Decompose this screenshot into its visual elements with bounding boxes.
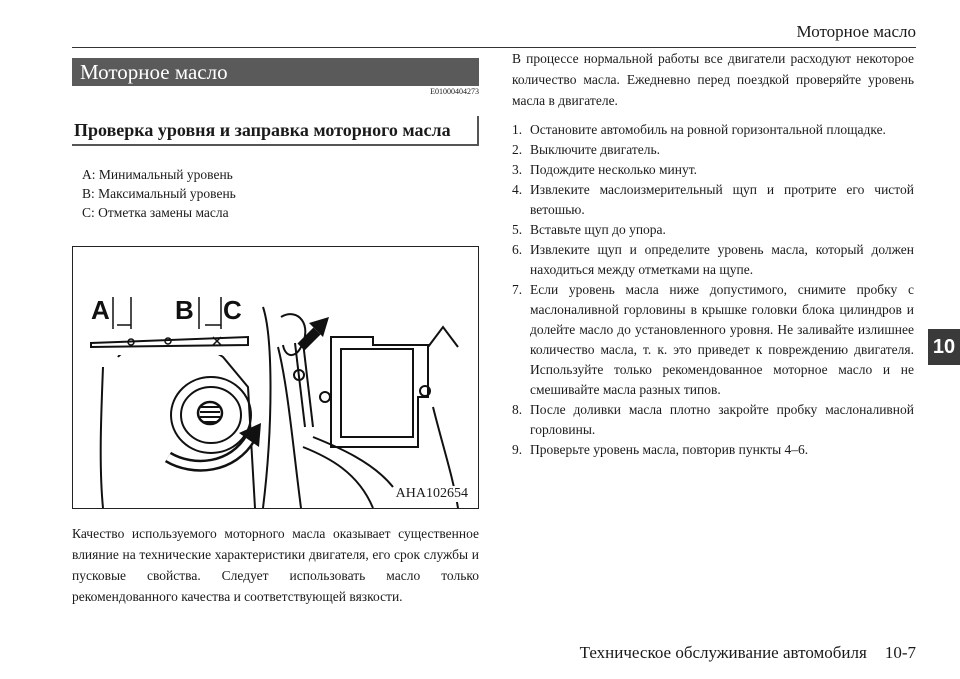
step-text: Подождите несколько минут. — [530, 162, 697, 177]
running-title: Моторное масло — [796, 22, 916, 41]
intro-paragraph: В процессе нормальной работы все двигатели расходуют некоторое количество масла. Ежедневно перед поездкой проверяйте уровень масла в двигателе. — [512, 51, 914, 108]
step-number: 1. — [512, 122, 523, 137]
figure-code: AHA102654 — [395, 486, 468, 501]
chapter-tab: 10 — [928, 329, 960, 365]
step-text: Если уровень масла ниже допустимого, снимите пробку с маслоналивной горловины в крышке головки блока цилиндров и долейте масло до установленного уровня. Не заливайте излишнее количество масла, т. к. это приведет к повреждению двигателя. Используйте только рекомендованное моторное масло и не смешивайте масла разных типов. — [530, 282, 914, 397]
legend-item-c: C: Отметка замены масла — [82, 205, 229, 220]
footer-chapter-title: Техническое обслуживание автомобиля — [579, 643, 867, 662]
oil-quality-paragraph: Качество используемого моторного масла оказывает существенное влияние на технические характеристики двигателя, его срок службы и пусковые свойства. Следует использовать масло только рекомендованного качества и соответствующей вязкости. — [72, 526, 479, 604]
step-number: 2. — [512, 142, 523, 157]
list-item — [512, 400, 914, 440]
step-text: Извлеките маслоизмерительный щуп и протрите его чистой ветошью. — [530, 182, 914, 217]
legend-item-a: A: Минимальный уровень — [82, 167, 233, 182]
page-number: 10-7 — [884, 643, 916, 662]
step-number: 4. — [512, 182, 523, 197]
step-text: Вставьте щуп до упора. — [530, 222, 666, 237]
list-item — [512, 220, 914, 240]
step-number: 8. — [512, 402, 523, 417]
figure-label-c: C — [223, 295, 242, 325]
list-item — [512, 160, 914, 180]
step-number: 7. — [512, 282, 523, 297]
list-item — [512, 280, 914, 400]
figure-legend — [82, 165, 236, 222]
list-item — [512, 120, 914, 140]
step-number: 9. — [512, 442, 523, 457]
figure-label-b: B — [175, 295, 194, 325]
list-item — [512, 180, 914, 220]
subsection-title: Проверка уровня и заправка моторного масла — [72, 116, 479, 146]
procedure-steps — [512, 120, 914, 460]
step-text: Проверьте уровень масла, повторив пункты 4–6. — [530, 442, 809, 457]
section-title: Моторное масло — [72, 58, 479, 86]
list-item — [512, 140, 914, 160]
step-text: Извлеките щуп и определите уровень масла, который должен находиться между отметками на щупе. — [530, 242, 914, 277]
page-footer — [562, 643, 916, 663]
step-number: 3. — [512, 162, 523, 177]
engine-drawing — [73, 247, 478, 508]
subsection-edge — [477, 116, 479, 146]
legend-item-b: B: Максимальный уровень — [82, 186, 236, 201]
step-number: 6. — [512, 242, 523, 257]
dipstick-illustration — [72, 246, 479, 509]
figure-label-a: A — [91, 295, 110, 325]
step-text: После доливки масла плотно закройте пробку маслоналивной горловины. — [530, 402, 914, 437]
step-text: Выключите двигатель. — [530, 142, 661, 157]
step-number: 5. — [512, 222, 523, 237]
document-code: E01000404273 — [430, 87, 479, 96]
list-item — [512, 240, 914, 280]
step-text: Остановите автомобиль на ровной горизонтальной площадке. — [530, 122, 886, 137]
list-item — [512, 440, 914, 460]
